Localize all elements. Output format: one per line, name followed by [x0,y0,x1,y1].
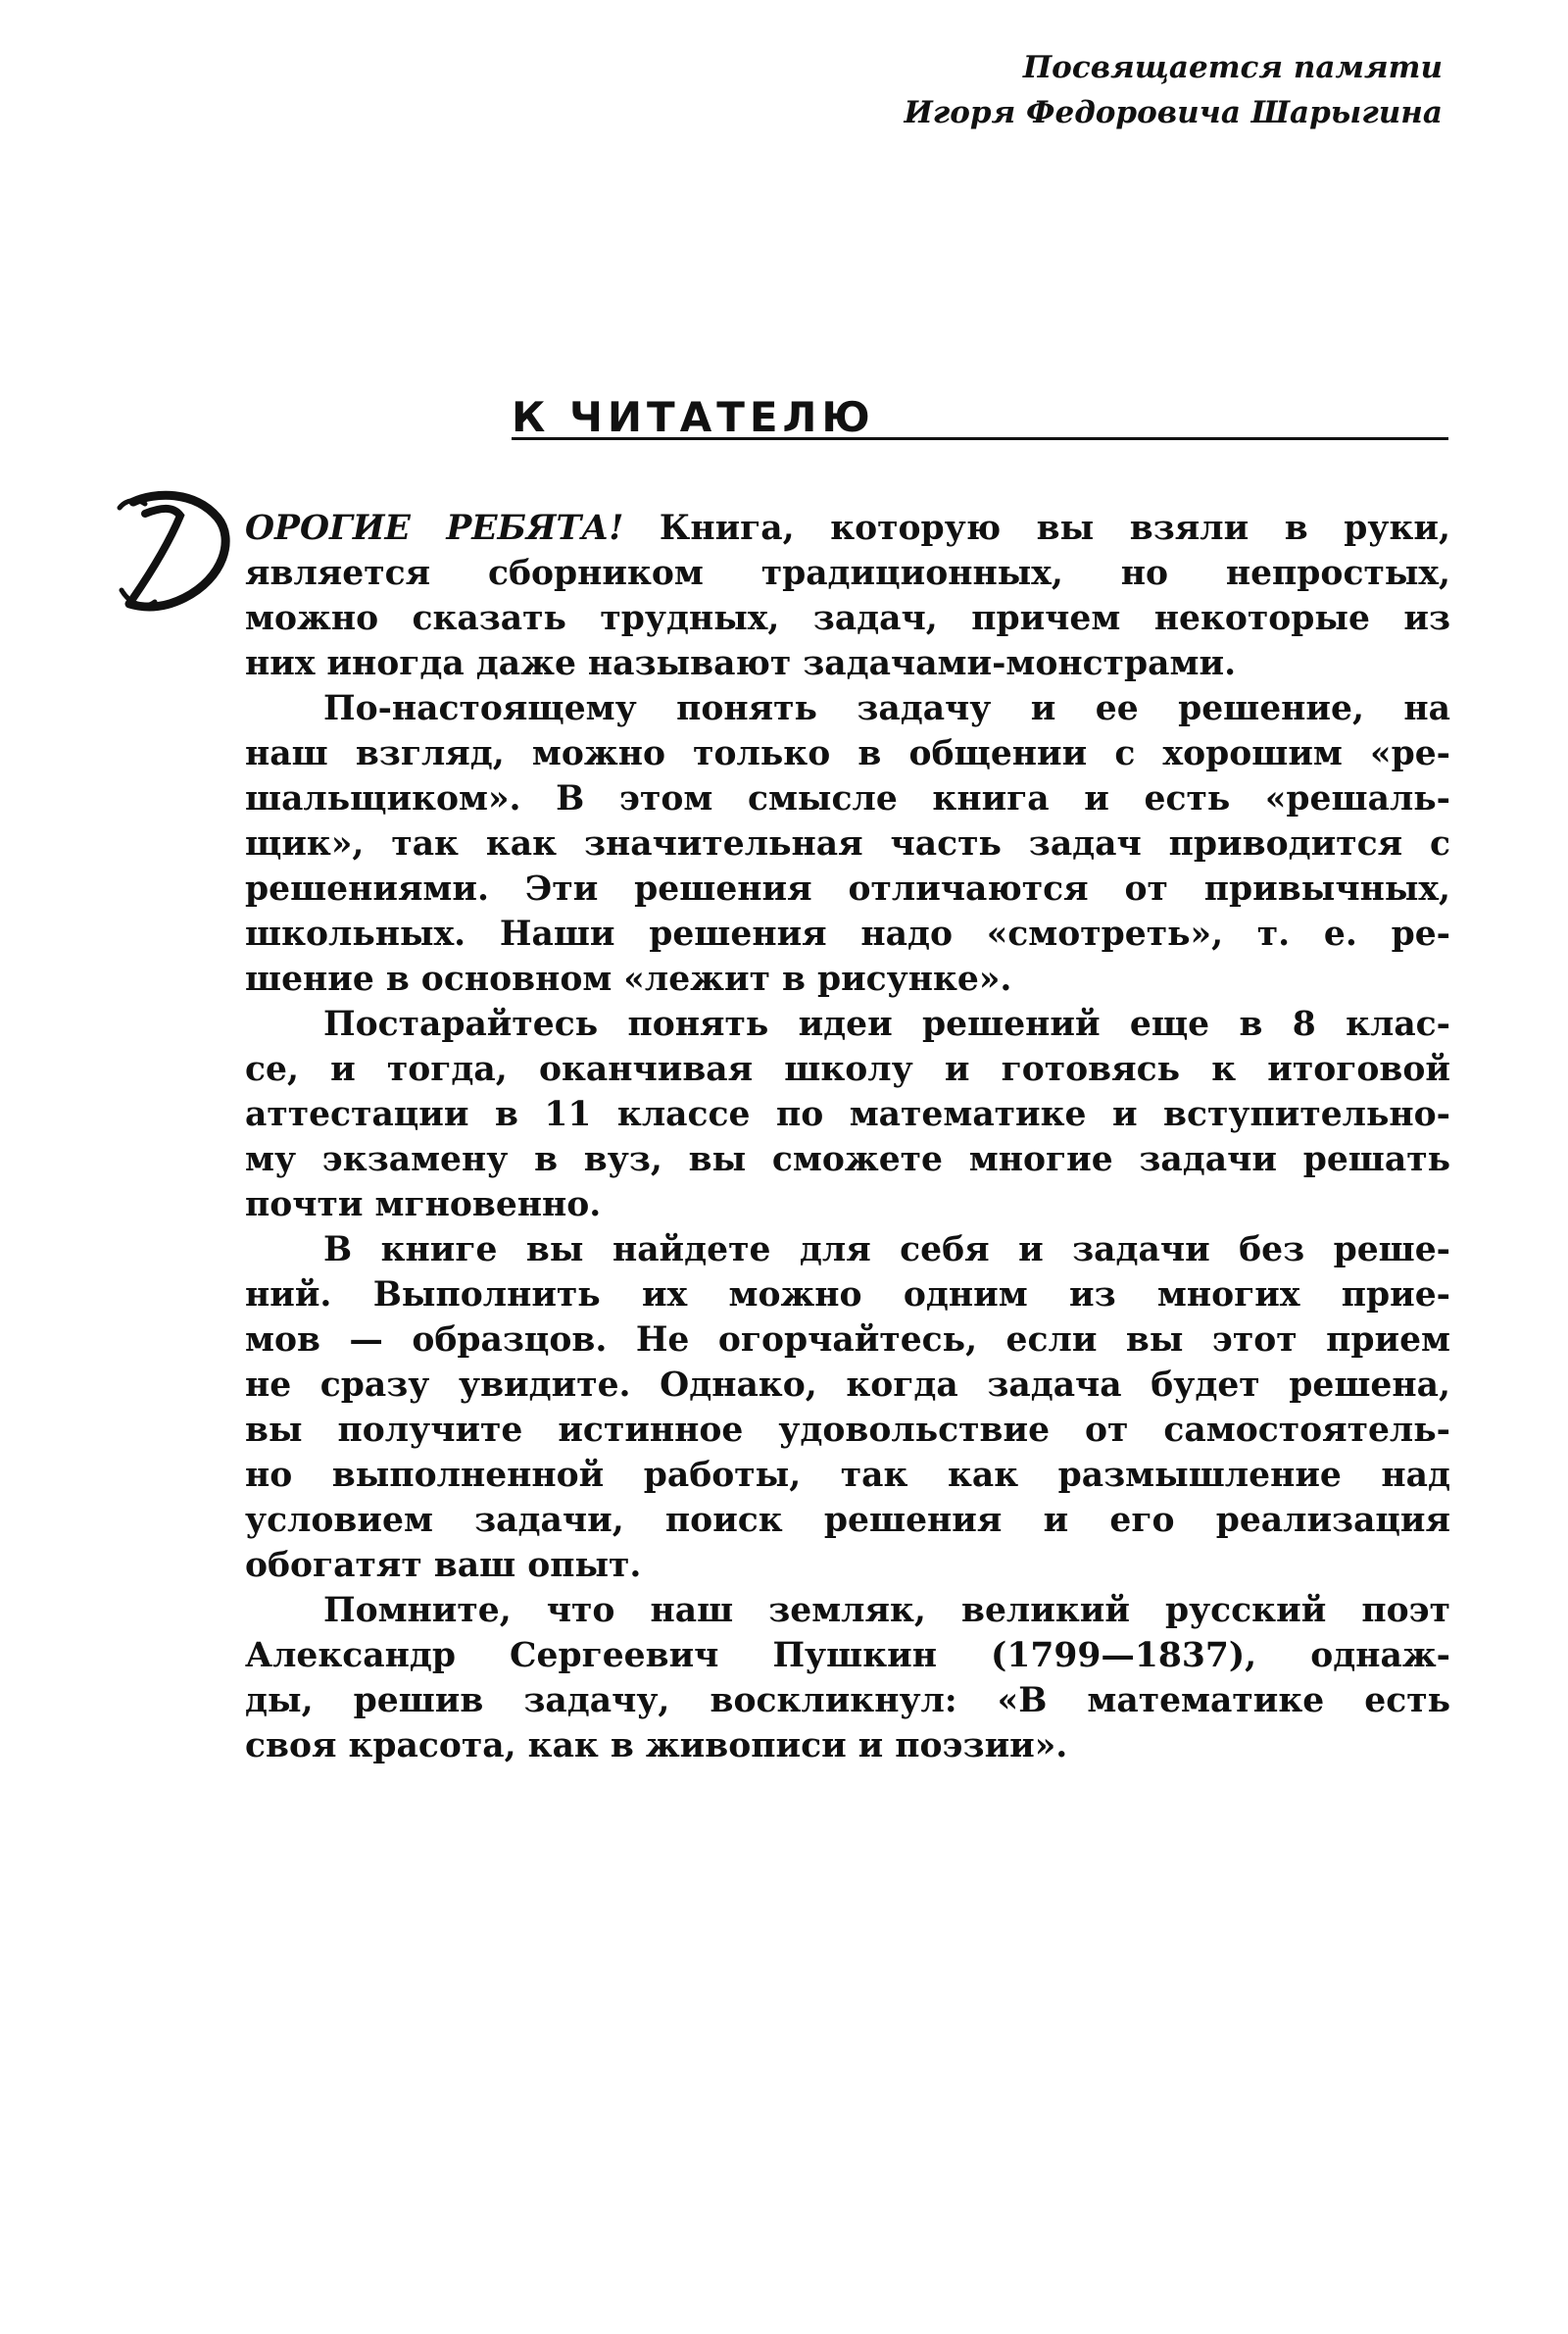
paragraph-2-line: решениями. Эти решения отличаются от привычных, [245,869,1450,909]
paragraph-4-line: вы получите истинное удовольствие от самостоятель- [245,1411,1450,1450]
paragraph-4-line: но выполненной работы, так как размышление над [245,1456,1450,1495]
paragraph-1-line: можно сказать трудных, задач, причем некоторые из [245,599,1450,638]
paragraph-4-line: обогатят ваш опыт. [245,1546,642,1585]
heading-rule [512,437,1448,440]
paragraph-2-line: шение в основном «лежит в рисунке». [245,960,1012,999]
paragraph-5 [245,1588,1450,1768]
dedication [757,45,1443,135]
paragraph-5-line: своя красота, как в живописи и поэзии». [245,1726,1068,1765]
paragraph-3-line: се, и тогда, оканчивая школу и готовясь к итоговой [245,1050,1450,1089]
paragraph-1-line: них иногда даже называют задачами-монстрами. [245,644,1237,683]
paragraph-2-line: школьных. Наши решения надо «смотреть», т. е. ре- [245,915,1450,954]
paragraph-3-line: аттестации в 11 классе по математике и вступительно- [245,1095,1450,1134]
dedication-line-2: Игоря Федоровича Шарыгина [904,95,1443,130]
paragraph-2-line: шальщиком». В этом смысле книга и есть «решаль- [245,779,1450,819]
paragraph-4-line: В книге вы найдете для себя и задачи без реше- [323,1230,1450,1269]
paragraph-5-line: Александр Сергеевич Пушкин (1799—1837), однаж- [245,1636,1450,1675]
paragraph-4-line: не сразу увидите. Однако, когда задача будет решена, [245,1366,1450,1405]
paragraph-2-line: щик», так как значительная часть задач приводится с [245,824,1450,864]
paragraph-3-line: Постарайтесь понять идеи решений еще в 8 клас- [323,1005,1450,1044]
paragraph-4 [245,1227,1450,1588]
paragraph-2-line: По-настоящему понять задачу и ее решение, на [323,689,1450,728]
dedication-line-1: Посвящается памяти [1022,50,1443,85]
paragraph-5-line: Помните, что наш земляк, великий русский поэт [323,1591,1450,1630]
paragraph-2-line: наш взгляд, можно только в общении с хорошим «ре- [245,734,1450,773]
paragraph-4-line: условием задачи, поиск решения и его реализация [245,1501,1450,1540]
paragraph-2 [245,686,1450,1002]
paragraph-1-line-1-rest: Книга, которую вы взяли в руки, [623,509,1450,548]
dropcap-d-glyph [116,488,233,612]
reader-address-text [245,506,1450,1768]
paragraph-4-line: ний. Выполнить их можно одним из многих прие- [245,1275,1450,1315]
paragraph-1-lead: ОРОГИЕ РЕБЯТА! [245,509,624,548]
section-heading: К ЧИТАТЕЛЮ [512,393,875,441]
paragraph-5-line: ды, решив задачу, воскликнул: «В математике есть [245,1681,1450,1720]
section-heading-block [512,390,1448,445]
paragraph-3-line: му экзамену в вуз, вы сможете многие задачи решать [245,1140,1450,1179]
paragraph-3 [245,1002,1450,1227]
paragraph-1-line: является сборником традиционных, но непростых, [245,554,1450,593]
paragraph-3-line: почти мгновенно. [245,1185,602,1224]
dropcap-ornament [116,488,233,612]
paragraph-1-line [245,506,1450,551]
paragraph-1 [245,506,1450,686]
paragraph-4-line: мов — образцов. Не огорчайтесь, если вы этот прием [245,1320,1450,1360]
